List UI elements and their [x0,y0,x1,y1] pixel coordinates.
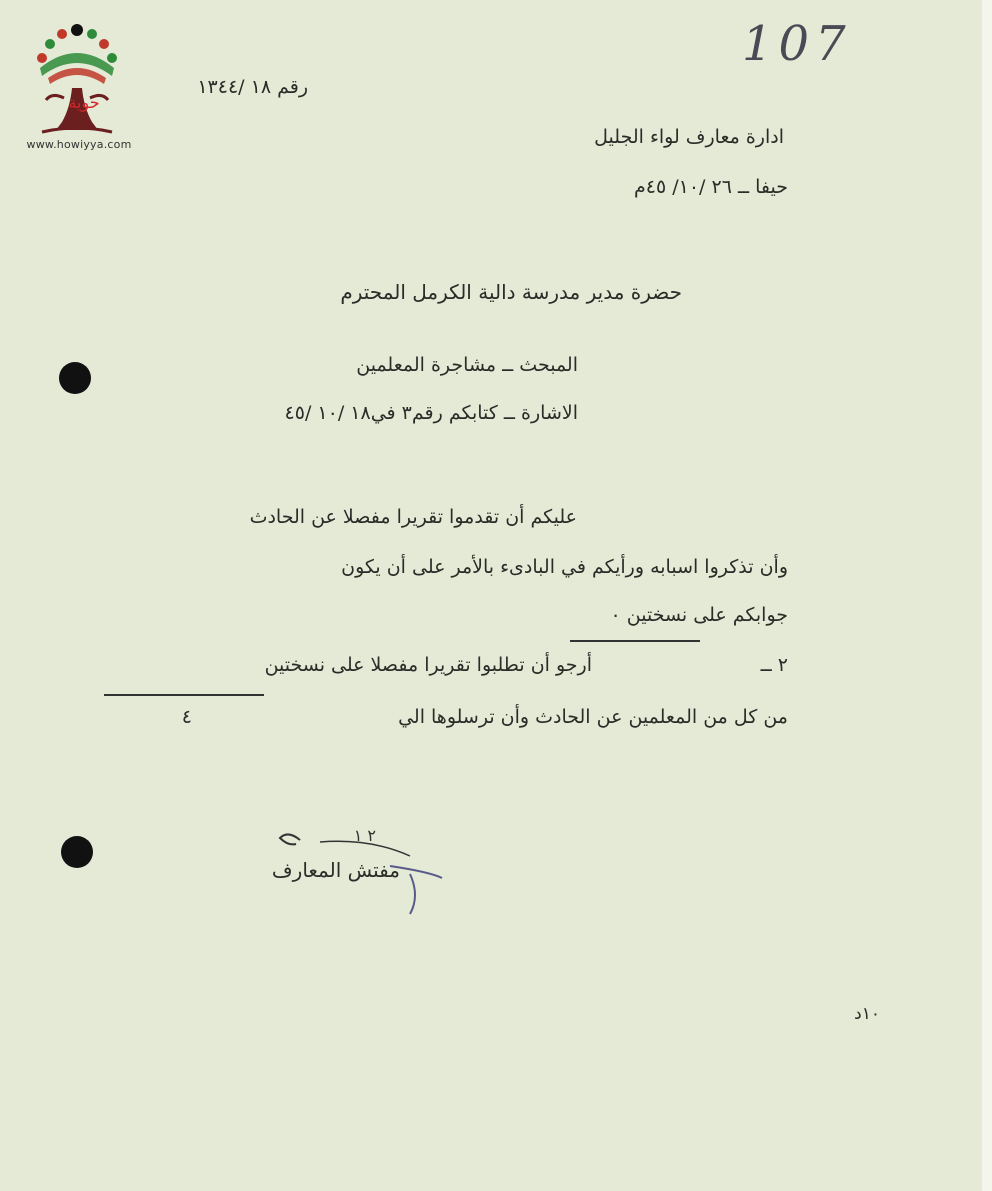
signature-initials: ٢ ١ [353,826,376,845]
howiyya-logo [12,18,142,158]
body-line-3: جوابكم على نسختين ٠ [610,604,788,626]
page-edge [982,0,992,1191]
figures-ring-icon [37,24,117,84]
reference-number: رقم ١٨ /١٣٤٤ [197,76,308,98]
body-line-4-number: ٢ ــ [760,654,788,676]
underline-copies-1 [570,640,700,642]
body-line-2: وأن تذكروا اسبابه ورأيكم في البادىء بالأمر على أن يكون [341,556,788,578]
punch-hole-bottom [61,836,93,868]
signature-title: مفتش المعارف [271,858,400,882]
issuing-office: ادارة معارف لواء الجليل [594,126,784,148]
footer-initials: ١٠د [854,1004,880,1024]
handwritten-number: 107 [742,16,852,72]
body-line-4: أرجو أن تطلبوا تقريرا مفصلا على نسختين [264,654,592,676]
body-line-1: عليكم أن تقدموا تقريرا مفصلا عن الحادث [249,506,577,528]
place-and-date: حيفا ــ ٢٦ /١٠/ ٤٥م [633,176,788,198]
underline-copies-2 [104,694,264,696]
body-line-5: من كل من المعلمين عن الحادث وأن ترسلوها الي [398,706,788,728]
punch-hole-top [59,362,91,394]
watermark-url: www.howiyya.com [26,138,132,151]
addressee: حضرة مدير مدرسة دالية الكرمل المحترم [340,280,682,304]
body-line-5-end: ٤ [181,706,192,728]
reference-line: الاشارة ــ كتابكم رقم٣ في١٨ /١٠ /٤٥ [284,402,578,424]
subject-line: المبحث ــ مشاجرة المعلمين [356,354,578,376]
logo-text: حوية [68,93,100,112]
